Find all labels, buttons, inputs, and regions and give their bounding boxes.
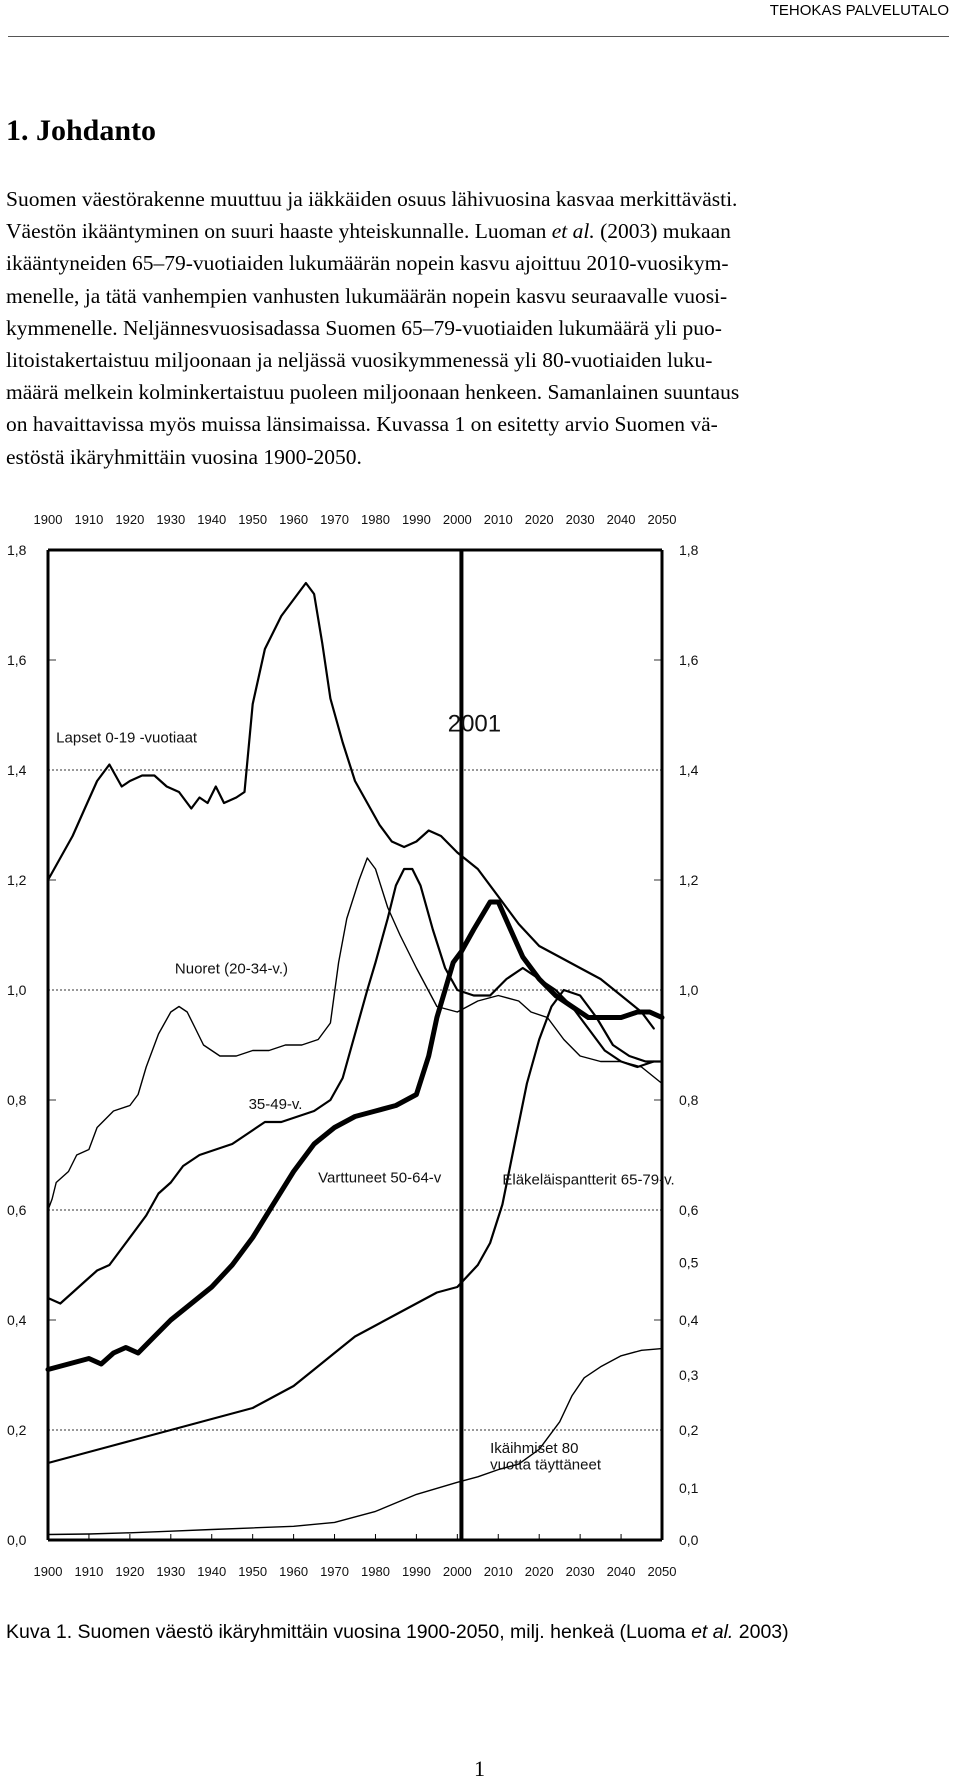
x-tick-label-top: 1900 — [33, 512, 63, 527]
x-tick-label-bottom: 1920 — [115, 1564, 145, 1579]
y-tick-label-left: 0,0 — [7, 1532, 27, 1548]
y-tick-label-left: 1,8 — [7, 542, 27, 558]
series-line — [48, 583, 654, 1029]
y-tick-label-right: 0,1 — [679, 1479, 699, 1496]
y-tick-label-left: 1,4 — [7, 762, 27, 778]
series-line — [48, 990, 662, 1463]
y-tick-label-left: 1,2 — [7, 872, 27, 888]
paragraph-line — [6, 215, 958, 247]
series-label: Lapset 0-19 -vuotiaat — [56, 729, 198, 747]
x-tick-label-top: 1930 — [156, 512, 186, 527]
series-label: Nuoret (20-34-v.) — [174, 960, 288, 978]
x-tick-label-bottom: 1980 — [361, 1564, 390, 1579]
y-tick-label-right: 0,5 — [679, 1254, 699, 1271]
x-tick-label-top: 2020 — [524, 512, 554, 527]
caption-text: Kuva 1. Suomen väestö ikäryhmittäin vuosina 1900-2050, milj. henkeä (Luoma — [6, 1621, 692, 1643]
series-label: Ikäihmiset 80 — [490, 1440, 579, 1458]
x-tick-label-bottom: 2030 — [565, 1564, 595, 1579]
intro-paragraph — [6, 183, 958, 473]
x-tick-label-top: 1970 — [320, 512, 349, 527]
population-chart — [0, 500, 960, 1600]
y-tick-label-right: 0,0 — [679, 1532, 699, 1548]
x-tick-label-bottom: 1990 — [401, 1564, 431, 1579]
section-heading: 1. Johdanto — [6, 114, 157, 147]
x-tick-label-top: 1910 — [74, 512, 104, 527]
x-tick-label-top: 2010 — [483, 512, 513, 527]
series-label: Eläkeläispantterit 65-79-v. — [502, 1171, 675, 1189]
series-label: Varttuneet 50-64-v — [318, 1169, 442, 1187]
x-tick-label-top: 1950 — [238, 512, 268, 527]
figure-caption — [6, 1621, 789, 1644]
paragraph-line: litoistakertaistuu miljoonaan ja neljässä vuosikymmenessä yli 80-vuotiaiden luku- — [6, 348, 713, 373]
paragraph-line-text: Väestön ikääntyminen on suuri haaste yhteiskunnalle. Luoman — [6, 219, 547, 244]
y-tick-label-right: 0,6 — [679, 1202, 699, 1218]
x-tick-label-bottom: 1970 — [320, 1564, 349, 1579]
y-tick-label-left: 0,8 — [7, 1092, 27, 1108]
y-tick-label-right: 0,8 — [679, 1092, 699, 1108]
x-tick-label-top: 2040 — [606, 512, 636, 527]
x-tick-label-top: 2000 — [442, 512, 472, 527]
paragraph-line: on havaittavissa myös muissa länsimaissa. Kuvassa 1 on esitetty arvio Suomen vä- — [6, 412, 718, 437]
y-tick-label-right: 1,0 — [679, 982, 699, 998]
year-2001-label: 2001 — [447, 710, 502, 738]
x-tick-label-top: 1940 — [197, 512, 227, 527]
x-tick-label-top: 2050 — [647, 512, 677, 527]
y-tick-label-left: 0,2 — [7, 1422, 27, 1438]
x-tick-label-bottom: 2050 — [647, 1564, 677, 1579]
paragraph-line: määrä melkein kolminkertaistuu puoleen miljoonaan henkeen. Samanlainen suuntaus — [6, 380, 740, 405]
y-tick-label-right: 0,4 — [679, 1312, 699, 1328]
series-label: 35-49-v. — [248, 1095, 303, 1113]
x-tick-label-top: 1960 — [279, 512, 309, 527]
paragraph-line: menelle, ja tätä vanhempien vanhusten lukumäärän nopein kasvu seuraavalle vuosi- — [6, 283, 728, 308]
x-tick-label-bottom: 1910 — [74, 1564, 104, 1579]
paragraph-line: estöstä ikäryhmittäin vuosina 1900-2050. — [6, 444, 362, 469]
caption-text-end: 2003) — [733, 1621, 789, 1643]
y-tick-label-right: 0,3 — [679, 1367, 699, 1383]
page-number: 1 — [474, 1756, 485, 1781]
x-tick-label-top: 2030 — [565, 512, 595, 527]
y-tick-label-right: 1,6 — [679, 652, 699, 668]
paragraph-line: kymmenelle. Neljännesvuosisadassa Suomen 65–79-vuotiaiden lukumäärä yli puo- — [6, 315, 722, 340]
x-tick-label-bottom: 1950 — [238, 1564, 268, 1579]
paragraph-italic-text: et al. — [551, 219, 595, 244]
x-tick-label-bottom: 1940 — [197, 1564, 227, 1579]
y-tick-label-right: 0,2 — [679, 1422, 699, 1438]
x-tick-label-top: 1920 — [115, 512, 145, 527]
y-tick-label-left: 1,6 — [7, 652, 27, 668]
series-line — [48, 902, 662, 1370]
paragraph-line: Suomen väestörakenne muuttuu ja iäkkäiden osuus lähivuosina kasvaa merkittävästi. — [6, 187, 738, 211]
caption-italic: et al. — [691, 1621, 734, 1643]
x-tick-label-bottom: 2040 — [606, 1564, 636, 1579]
y-tick-label-right: 1,2 — [679, 872, 699, 888]
series-line — [48, 869, 654, 1304]
y-tick-label-left: 0,6 — [7, 1202, 27, 1218]
x-tick-label-bottom: 2010 — [483, 1564, 513, 1579]
series-label: vuotta täyttäneet — [490, 1456, 602, 1474]
x-tick-label-bottom: 2020 — [524, 1564, 554, 1579]
header-rule — [8, 36, 949, 37]
x-tick-label-top: 1990 — [401, 512, 431, 527]
x-tick-label-bottom: 1960 — [279, 1564, 309, 1579]
y-tick-label-right: 1,4 — [679, 762, 699, 778]
paragraph-line-text: (2003) mukaan — [600, 219, 731, 244]
running-header-title: TEHOKAS PALVELUTALO — [769, 2, 949, 19]
x-tick-label-bottom: 1930 — [156, 1564, 186, 1579]
x-tick-label-bottom: 1900 — [33, 1564, 63, 1579]
paragraph-line: ikääntyneiden 65–79-vuotiaiden lukumäärän nopein kasvu ajoittuu 2010-vuosikym- — [6, 251, 729, 276]
y-tick-label-right: 1,8 — [679, 542, 699, 558]
x-tick-label-bottom: 2000 — [442, 1564, 472, 1579]
x-tick-label-top: 1980 — [361, 512, 390, 527]
y-tick-label-left: 0,4 — [7, 1312, 27, 1328]
y-tick-label-left: 1,0 — [7, 982, 27, 998]
